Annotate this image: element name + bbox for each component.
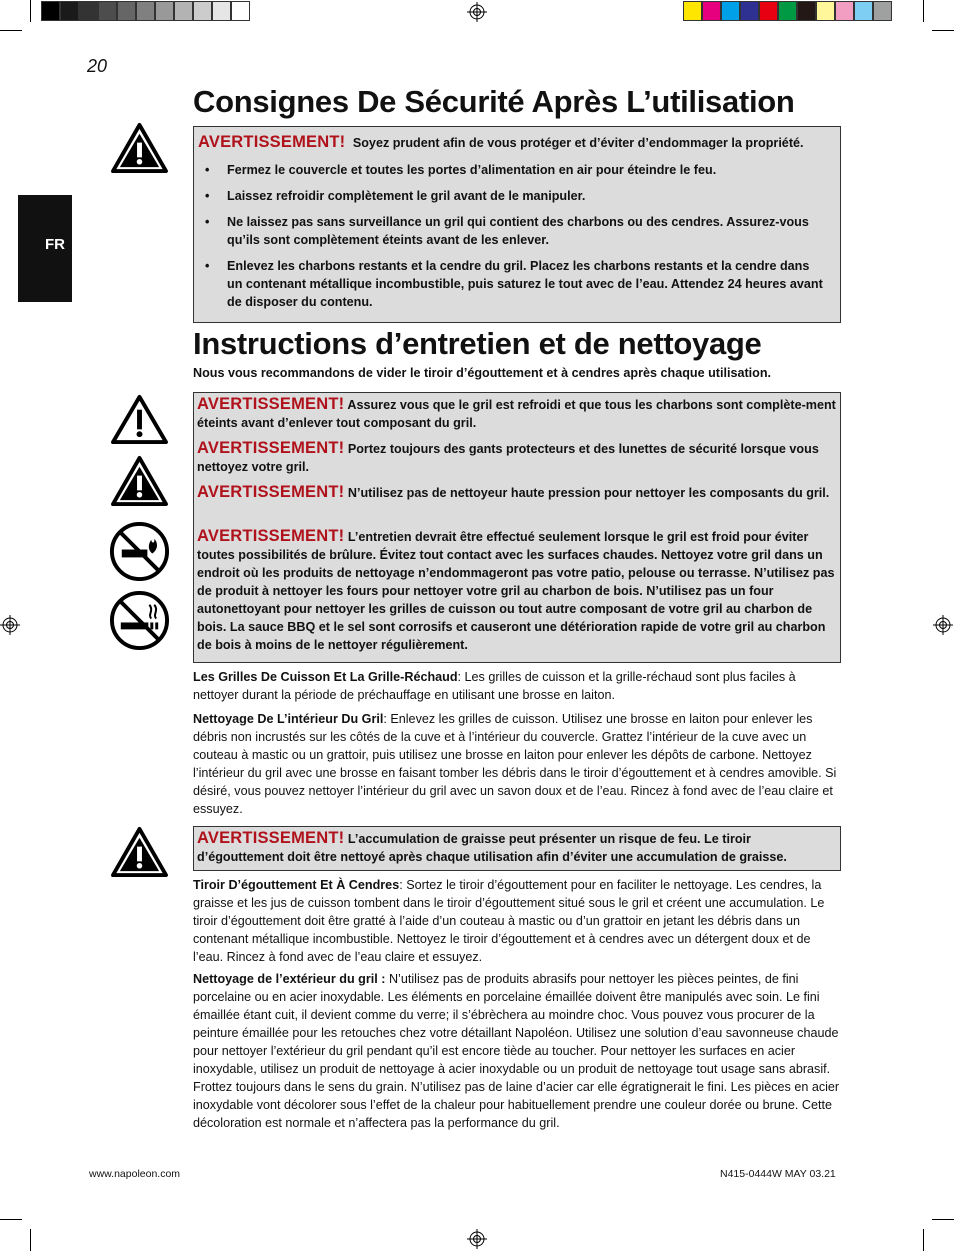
safety-warning-box [193,126,841,323]
no-smoking-icon [108,589,171,652]
paragraph-text: : Les grilles de cuisson et la grille-réchaud sont plus faciles à nettoyer durant la période de préchauffage en utilisant une brosse en laiton. [193,670,796,702]
warning-label: AVERTISSEMENT! [197,483,345,501]
paragraph-drip-tray [193,876,843,966]
paragraph-heading: Tiroir D’égouttement Et À Cendres [193,878,400,892]
paragraph-text: : Enlevez les grilles de cuisson. Utilisez une brosse en laiton pour enlever les débris non incrustés sur les côtés de la cuve et à l’intérieur du couvercle. Grattez l’intérieur de la cuve avec un couteau à mastic ou un grattoir, puis utilisez une brosse en laiton pour enlever les dépôts de carbone. Nettoyez l’intérieur du gril avec une brosse en faisant tomber les débris dans le tiroir d’égouttement et à cendres amovible. Si désiré, vous pouvez nettoyer l’intérieur du gril avec un savon doux et de l’eau. Rincez à fond avec de l’eau claire et essuyez. [193,712,837,816]
paragraph-heading: Nettoyage De L’intérieur Du Gril [193,712,384,726]
crop-mark [0,30,22,31]
gray-swatch-bar [41,1,250,21]
bullet-item: • Laissez refroidir complètement le gril avant de le manipuler. [205,189,586,203]
paragraph-heading: Les Grilles De Cuisson Et La Grille-Réchaud [193,670,458,684]
color-swatch [721,1,740,21]
warning-item [197,483,839,502]
warning-heading-line [198,133,838,152]
color-swatch [816,1,835,21]
crop-mark [0,1219,22,1220]
warning-label: AVERTISSEMENT! [197,527,345,545]
section-title-safety: Consignes De Sécurité Après L’utilisation [193,84,795,119]
grease-warning-box [193,826,841,871]
color-swatch [835,1,854,21]
color-swatch [231,1,250,21]
crop-mark [30,1229,31,1251]
warning-text: L’entretien devrait être effectué seulement lorsque le gril est froid pour éviter toutes possibilités de brûlure. Évitez tout contact avec les surfaces chaudes. Nettoyez votre gril dans un endroit où les produits de nettoyage n’endommageront pas votre patio, pelouse ou terrasse. N’utilisez pas de produit à nettoyer les fours pour nettoyer votre gril au charbon de bois. N’utilisez pas un four autonettoyant pour nettoyer les grilles de cuisson ou tout autre composant de votre gril au charbon de bois. La sauce BBQ et le sel sont corrosifs et causeront une détérioration rapide de votre gril au charbon de bois à moins de le nettoyer régulièrement. [197,530,835,652]
crop-mark [30,0,31,22]
warning-text: Assurez vous que le gril est refroidi et que tous les charbons sont complète-ment éteints avant d’enlever tout composant du gril. [197,398,836,430]
warning-triangle-icon [110,826,169,879]
footer-website: www.napoleon.com [89,1168,181,1180]
color-swatch [98,1,117,21]
color-swatch [873,1,892,21]
color-swatch [79,1,98,21]
warning-label: AVERTISSEMENT! [197,395,345,413]
color-swatch [212,1,231,21]
bullet-item: • Fermez le couvercle et toutes les portes d’alimentation en air pour éteindre le feu. [205,163,717,177]
registration-mark-icon [0,615,20,635]
color-swatch [740,1,759,21]
registration-mark-icon [467,2,487,22]
language-side-tab [18,195,72,302]
warning-item [197,829,837,866]
crop-mark [923,0,924,22]
crop-mark [932,30,954,31]
paragraph-heading: Nettoyage de l’extérieur du gril : [193,972,386,986]
color-swatch [797,1,816,21]
registration-mark-icon [467,1229,487,1249]
warning-intro: Soyez prudent afin de vous protéger et d’éviter d’endommager la propriété. [352,136,804,150]
color-swatch [193,1,212,21]
registration-mark-icon [933,615,953,635]
footer-doc-code: N415-0444W MAY 03.21 [720,1168,836,1180]
warning-item [197,527,841,654]
color-swatch [778,1,797,21]
language-label: FR [45,236,65,253]
color-swatch-bar [683,1,892,21]
color-swatch [702,1,721,21]
warning-triangle-icon [110,393,169,446]
page-number: 20 [87,56,108,76]
color-swatch [759,1,778,21]
warning-text: N’utilisez pas de nettoyeur haute pression pour nettoyer les composants du gril. [347,486,830,500]
paragraph-text: N’utilisez pas de produits abrasifs pour nettoyer les pièces peintes, de fini porcelaine ou en acier inoxydable. Les éléments en porcelaine émaillée doivent être manipulés avec soin. Le fini émaillée étant cuit, il devient comme du verre; il s’ébrèchera au moindre choc. Vous pouvez vous procurer de la peinture émaillée pour les retouches chez votre détaillant Napoléon. Utilisez une solution d’eau savonneuse chaude pour nettoyer l’extérieur du gril pendant qu’il est encore tiède au toucher. Pour nettoyer les surfaces en acier inoxydable, utilisez un produit de nettoyage à acier inoxydable ou un produit de nettoyage tout usage sans abrasif. Frottez toujours dans le sens du grain. N’utilisez pas de laine d’acier car elle égratignerait le fini. Les pièces en acier inoxydable vont décolorer sous l’effet de la chaleur pour habituellement prendre une couleur dorée ou brune. Cette décoloration est normale et n’affectera pas la performance du gril. [193,972,840,1130]
crop-mark [932,1219,954,1220]
warning-label: AVERTISSEMENT! [197,829,345,847]
crop-mark [923,1229,924,1251]
warning-text: L’accumulation de graisse peut présenter un risque de feu. Le tiroir d’égouttement doit être nettoyé après chaque utilisation afin d’éviter une accumulation de graisse. [197,832,787,864]
paragraph-grilles [193,668,843,704]
warning-triangle-icon [110,455,169,508]
color-swatch [174,1,193,21]
warning-item [197,439,839,476]
color-swatch [155,1,174,21]
maintenance-intro: Nous vous recommandons de vider le tiroir d’égouttement et à cendres après chaque utilisation. [193,366,772,380]
no-open-flame-icon [108,520,171,583]
warning-label: AVERTISSEMENT! [197,439,345,457]
section-title-maintenance: Instructions d’entretien et de nettoyage [193,326,762,361]
warning-text: Portez toujours des gants protecteurs et des lunettes de sécurité lorsque vous nettoyez votre gril. [197,442,819,474]
bullet-item: • Enlevez les charbons restants et la cendre du gril. Placez les charbons restants et la cendre dans un contenant métallique incombustible, puis saturez le tout avec de l’eau. Attendez 24 heures avant de disposer du contenu. [205,259,823,309]
color-swatch [60,1,79,21]
color-swatch [854,1,873,21]
warning-item [197,395,839,432]
maintenance-warnings-box [193,392,841,663]
color-swatch [41,1,60,21]
color-swatch [683,1,702,21]
color-swatch [136,1,155,21]
warning-label: AVERTISSEMENT! [198,133,346,151]
paragraph-text: : Sortez le tiroir d’égouttement pour en faciliter le nettoyage. Les cendres, la graisse et les jus de cuisson tombent dans le tiroir d’égouttement situé sous le gril et créent une accumulation. Le tiroir d’égouttement doit être gratté à l’aide d’un couteau à mastic ou d’un grattoir en jetant les débris dans un contenant métallique incombustible. Nettoyez le tiroir d’égouttement et à cendres avec un détergent doux et de l’eau. Rincez à fond avec de l’eau claire et essuyez. [193,878,825,964]
bullet-item: • Ne laissez pas sans surveillance un gril qui contient des charbons ou des cendres. Assurez-vous qu’ils sont complètement éteints avant de les enlever. [205,215,809,247]
warning-triangle-icon [110,122,169,175]
color-swatch [117,1,136,21]
paragraph-exterior [193,970,843,1132]
paragraph-interior [193,710,843,818]
